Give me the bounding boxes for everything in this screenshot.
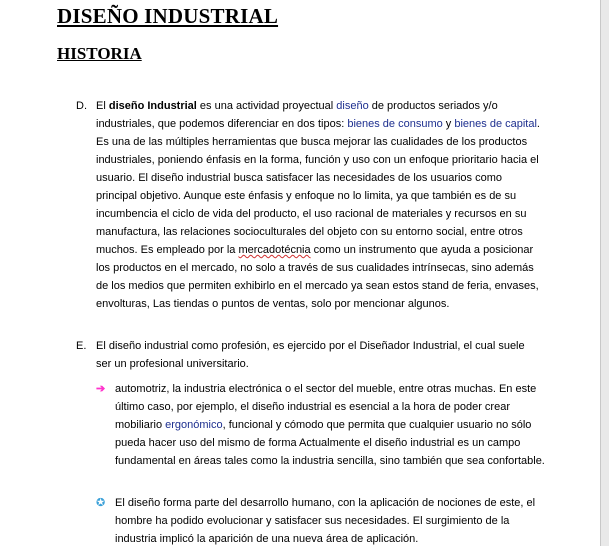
link-bienes-de-capital[interactable]: bienes de capital xyxy=(454,118,537,130)
bold-term: diseño Industrial xyxy=(108,100,197,112)
text-run: y xyxy=(442,118,455,130)
misspelled-word: mercadotécnia xyxy=(238,244,311,256)
list-marker-d: D. xyxy=(76,100,87,112)
text-run: automotriz, la industria electrónica o el sector del mueble, entre otras muchas. En este último caso, por ejemplo, el diseño industrial es esencial a la hora de poder crear mobiliario xyxy=(115,383,537,431)
link-bienes-de-consumo[interactable]: bienes de consumo xyxy=(347,118,443,130)
list-marker-e: E. xyxy=(76,340,87,352)
text-run: El xyxy=(96,100,109,112)
text-run: . Es una de las múltiples herramientas que busca mejorar las cualidades de los productos industriales, poniendo énfasis en la forma, función y uso con un enfoque prioritario hacia el usuario. El diseño industrial busca satisfacer las necesidades de los usuarios como principal objetivo. Aunque este énfasis y enfoque no lo limita, ya que también es de su incumbencia el ciclo de vida del producto, el uso racional de materiales y recursos en su manufactura, las relaciones socioculturales del objeto con su entorno social, entre otros muchos. Es empleado por la xyxy=(96,118,540,256)
paragraph-bullet-2: El diseño forma parte del desarrollo humano, con la aplicación de nociones de este, el hombre ha podido evolucionar y satisfacer sus necesidades. El surgimiento de la industria implicó la aparición de una nueva área de aplicación. xyxy=(115,497,536,545)
arrow-right-icon: ➔ xyxy=(96,383,106,395)
link-diseno[interactable]: diseño xyxy=(336,100,369,112)
document-title: DISEÑO INDUSTRIAL xyxy=(57,4,279,28)
star-bullet-icon: ✪ xyxy=(96,497,106,509)
link-ergonomico[interactable]: ergonómico xyxy=(165,419,223,431)
paragraph-item-d xyxy=(96,97,542,313)
paragraph-item-e: El diseño industrial como profesión, es ejercido por el Diseñador Industrial, el cual suele ser un profesional universitario. xyxy=(96,340,525,370)
text-run: , funcional y cómodo que permita que cualquier usuario no sólo pueda hacer uso del mismo de forma Actualmente el diseño industrial es un campo fundamental en áreas tales como la industria sencilla, sino también que sea confortable. xyxy=(115,419,545,467)
paragraph-bullet-1 xyxy=(115,380,547,470)
section-heading: HISTORIA xyxy=(57,44,142,63)
vertical-scrollbar[interactable] xyxy=(600,0,609,546)
text-run: es una actividad proyectual xyxy=(196,100,337,112)
text-run: de productos seriados y/o industriales, que podemos diferenciar en dos tipos: xyxy=(96,100,498,130)
text-run: como un instrumento que ayuda a posicionar los productos en el mercado, no solo a través de sus cualidades intrínsecas, sino además de los medios que permiten exhibirlo en el mercado ya sean estos stand de feria, envases, envolturas, Las tiendas o puntos de ventas, solo por mencionar algunos. xyxy=(96,244,539,310)
